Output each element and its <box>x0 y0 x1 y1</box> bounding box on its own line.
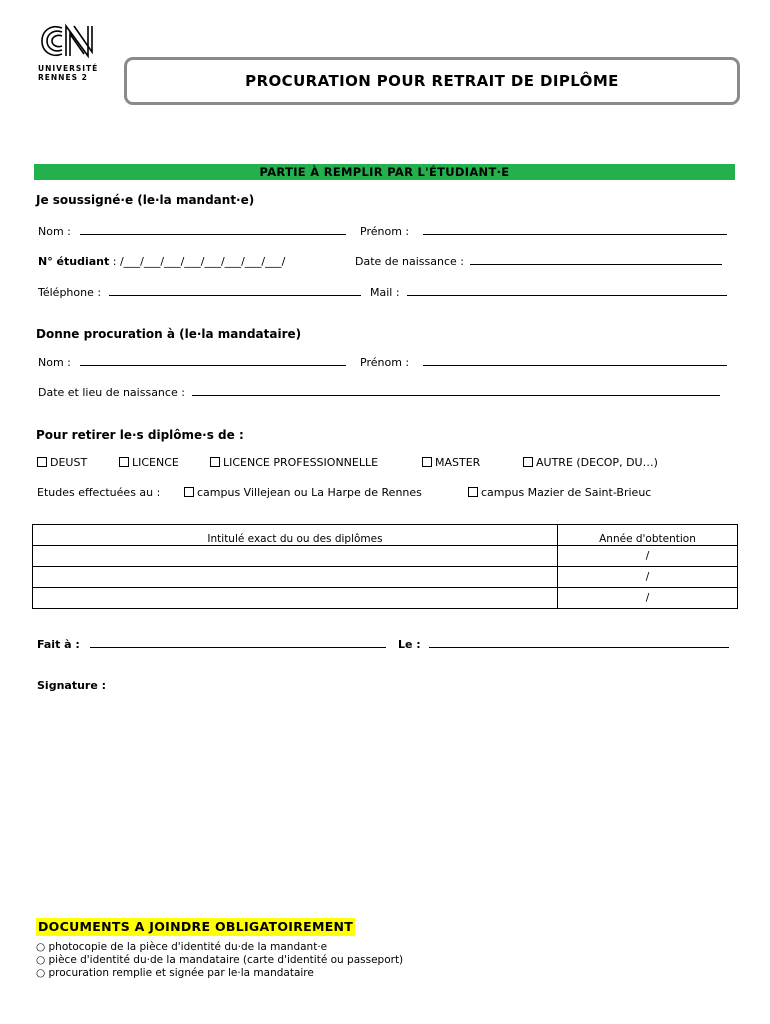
diploma-year-cell[interactable]: / <box>558 588 738 609</box>
mandataire-heading: Donne procuration à (le·la mandataire) <box>36 327 302 341</box>
checkbox-icon[interactable] <box>184 487 194 497</box>
phone-field[interactable] <box>109 286 361 296</box>
checkbox-icon[interactable] <box>119 457 129 467</box>
diploma-title-cell[interactable] <box>33 567 558 588</box>
checkbox-icon[interactable] <box>468 487 478 497</box>
studies-label: Etudes effectuées au : <box>37 486 161 499</box>
header-diploma-title: Intitulé exact du ou des diplômes <box>33 525 558 546</box>
birth-date-field[interactable] <box>470 255 722 265</box>
option-licence-label: LICENCE <box>132 456 179 469</box>
option-campus-rennes-label: campus Villejean ou La Harpe de Rennes <box>197 486 422 499</box>
student-prenom-row <box>360 225 727 238</box>
university-logo-icon <box>38 22 96 60</box>
documents-list <box>36 941 403 980</box>
diploma-year-cell[interactable]: / <box>558 567 738 588</box>
table-row <box>33 567 738 588</box>
option-campus-rennes[interactable] <box>184 486 422 499</box>
university-logo <box>38 22 100 82</box>
list-item: ○ procuration remplie et signée par le·la mandataire <box>36 967 403 980</box>
student-number-row <box>38 255 285 268</box>
diploma-title-cell[interactable] <box>33 588 558 609</box>
student-intro: Je soussigné·e (le·la mandant·e) <box>36 193 255 207</box>
student-number-field[interactable]: : /___/___/___/___/___/___/___/___/ <box>109 255 286 268</box>
checkbox-icon[interactable] <box>210 457 220 467</box>
le-field[interactable] <box>429 638 729 648</box>
diploma-title-cell[interactable] <box>33 546 558 567</box>
option-deust-label: DEUST <box>50 456 88 469</box>
student-section-header <box>34 164 735 180</box>
mandataire-birth-field[interactable] <box>192 386 720 396</box>
mandataire-birth-label: Date et lieu de naissance : <box>38 386 185 399</box>
table-header-row <box>33 525 738 546</box>
le-label: Le : <box>398 638 421 651</box>
fait-row <box>37 638 386 651</box>
option-campus-saint-brieuc-label: campus Mazier de Saint-Brieuc <box>481 486 652 499</box>
mandataire-prenom-row <box>360 356 727 369</box>
checkbox-icon[interactable] <box>523 457 533 467</box>
option-deust[interactable] <box>37 456 87 469</box>
mandataire-prenom-label: Prénom : <box>360 356 410 369</box>
birth-date-row <box>355 255 722 268</box>
mail-row <box>370 286 727 299</box>
mail-label: Mail : <box>370 286 400 299</box>
option-master-label: MASTER <box>435 456 481 469</box>
page-title: PROCURATION POUR RETRAIT DE DIPLÔME <box>245 72 619 90</box>
signature-label: Signature : <box>37 679 107 692</box>
option-campus-saint-brieuc[interactable] <box>468 486 651 499</box>
option-licence-pro[interactable] <box>210 456 378 469</box>
mandataire-prenom-field[interactable] <box>423 356 727 366</box>
mail-field[interactable] <box>407 286 727 296</box>
phone-row <box>38 286 361 299</box>
student-prenom-field[interactable] <box>423 225 727 235</box>
documents-heading: DOCUMENTS A JOINDRE OBLIGATOIREMENT <box>38 919 354 934</box>
student-nom-row <box>38 225 346 238</box>
logo-line-2: RENNES 2 <box>38 73 88 82</box>
diploma-type-options <box>0 456 770 470</box>
option-master[interactable] <box>422 456 480 469</box>
student-number-label: N° étudiant <box>38 255 110 268</box>
student-nom-field[interactable] <box>80 225 346 235</box>
logo-text <box>38 64 100 82</box>
student-nom-label: Nom : <box>38 225 71 238</box>
list-item: ○ photocopie de la pièce d'identité du·de la mandant·e <box>36 941 403 954</box>
diploma-year-cell[interactable]: / <box>558 546 738 567</box>
signature-area[interactable] <box>37 700 737 900</box>
option-licence[interactable] <box>119 456 179 469</box>
student-prenom-label: Prénom : <box>360 225 410 238</box>
table-row <box>33 546 738 567</box>
mandataire-nom-field[interactable] <box>80 356 346 366</box>
checkbox-icon[interactable] <box>37 457 47 467</box>
logo-line-1: UNIVERSITÉ <box>38 64 99 73</box>
option-autre-label: AUTRE (DECOP, DU…) <box>536 456 658 469</box>
option-licence-pro-label: LICENCE PROFESSIONNELLE <box>223 456 379 469</box>
mandataire-nom-label: Nom : <box>38 356 71 369</box>
table-row <box>33 588 738 609</box>
student-section-header-text: PARTIE À REMPLIR PAR L'ÉTUDIANT·E <box>259 165 510 179</box>
option-autre[interactable] <box>523 456 658 469</box>
mandataire-birth-row <box>38 386 720 399</box>
phone-label: Téléphone : <box>38 286 102 299</box>
diploma-table <box>32 524 738 609</box>
title-box <box>124 57 740 105</box>
le-row <box>398 638 729 651</box>
fait-field[interactable] <box>90 638 386 648</box>
fait-label: Fait à : <box>37 638 80 651</box>
birth-date-label: Date de naissance : <box>355 255 464 268</box>
campus-row <box>0 486 770 500</box>
mandataire-nom-row <box>38 356 346 369</box>
list-item: ○ pièce d'identité du·de la mandataire (carte d'identité ou passeport) <box>36 954 403 967</box>
header-year: Année d'obtention <box>558 525 738 546</box>
retrieve-heading: Pour retirer le·s diplôme·s de : <box>36 428 244 442</box>
checkbox-icon[interactable] <box>422 457 432 467</box>
